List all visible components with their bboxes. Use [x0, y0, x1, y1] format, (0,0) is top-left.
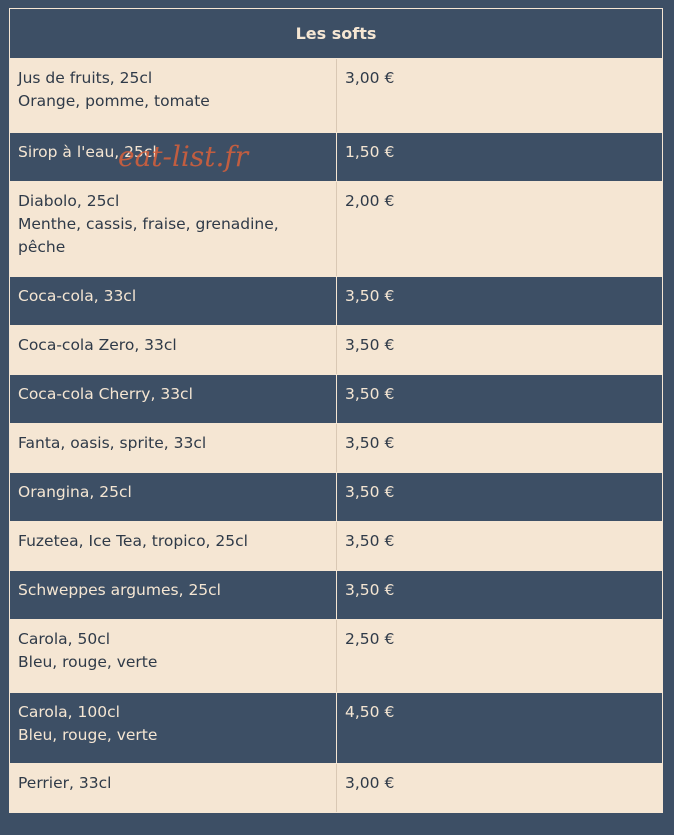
table-row [10, 692, 662, 763]
item-price: 4,50 € [345, 703, 395, 721]
item-name: Orangina, 25cl [18, 483, 132, 501]
table-row [10, 325, 662, 374]
table-row [10, 132, 662, 181]
table-row [10, 423, 662, 472]
table-body [10, 59, 662, 812]
table-header: Les softs [10, 9, 662, 59]
item-name-cell [10, 59, 337, 132]
item-price: 1,50 € [345, 143, 395, 161]
item-price: 3,50 € [345, 532, 395, 550]
item-price: 2,00 € [345, 192, 395, 210]
item-price: 3,50 € [345, 336, 395, 354]
item-detail: Bleu, rouge, verte [18, 653, 158, 671]
table-row [10, 181, 662, 276]
item-price: 3,00 € [345, 69, 395, 87]
item-detail: Orange, pomme, tomate [18, 92, 210, 110]
item-name-cell [10, 473, 337, 521]
table-row [10, 619, 662, 692]
item-detail: Bleu, rouge, verte [18, 726, 158, 744]
item-name: Fanta, oasis, sprite, 33cl [18, 434, 207, 452]
item-price: 3,50 € [345, 385, 395, 403]
item-name-cell [10, 277, 337, 325]
item-name: Schweppes argumes, 25cl [18, 581, 221, 599]
table-row [10, 59, 662, 132]
item-name: Coca-cola, 33cl [18, 287, 137, 305]
item-name: Coca-cola Zero, 33cl [18, 336, 177, 354]
item-name-cell [10, 764, 337, 812]
item-name: Diabolo, 25cl [18, 192, 120, 210]
item-price: 3,50 € [345, 287, 395, 305]
item-name: Carola, 50cl [18, 630, 111, 648]
item-name-cell [10, 693, 337, 763]
watermark: eat-list.fr [118, 140, 249, 173]
item-price: 3,00 € [345, 774, 395, 792]
table-row [10, 763, 662, 812]
table-row [10, 472, 662, 521]
item-name: Sirop à l'eau, 25cl [18, 143, 157, 161]
item-name-cell [10, 326, 337, 374]
item-price: 3,50 € [345, 483, 395, 501]
item-price: 3,50 € [345, 581, 395, 599]
item-name-cell [10, 571, 337, 619]
item-name: Carola, 100cl [18, 703, 120, 721]
item-detail: Menthe, cassis, fraise, grenadine, pêche [18, 215, 279, 256]
menu-table [9, 8, 663, 813]
item-name-cell [10, 424, 337, 472]
item-name: Perrier, 33cl [18, 774, 112, 792]
item-price: 3,50 € [345, 434, 395, 452]
item-name-cell [10, 182, 337, 276]
item-name: Jus de fruits, 25cl [18, 69, 153, 87]
table-row [10, 374, 662, 423]
item-price: 2,50 € [345, 630, 395, 648]
table-row [10, 521, 662, 570]
table-row [10, 276, 662, 325]
item-name-cell [10, 375, 337, 423]
item-name: Fuzetea, Ice Tea, tropico, 25cl [18, 532, 248, 550]
item-name: Coca-cola Cherry, 33cl [18, 385, 193, 403]
table-row [10, 570, 662, 619]
item-name-cell [10, 522, 337, 570]
item-name-cell [10, 620, 337, 692]
